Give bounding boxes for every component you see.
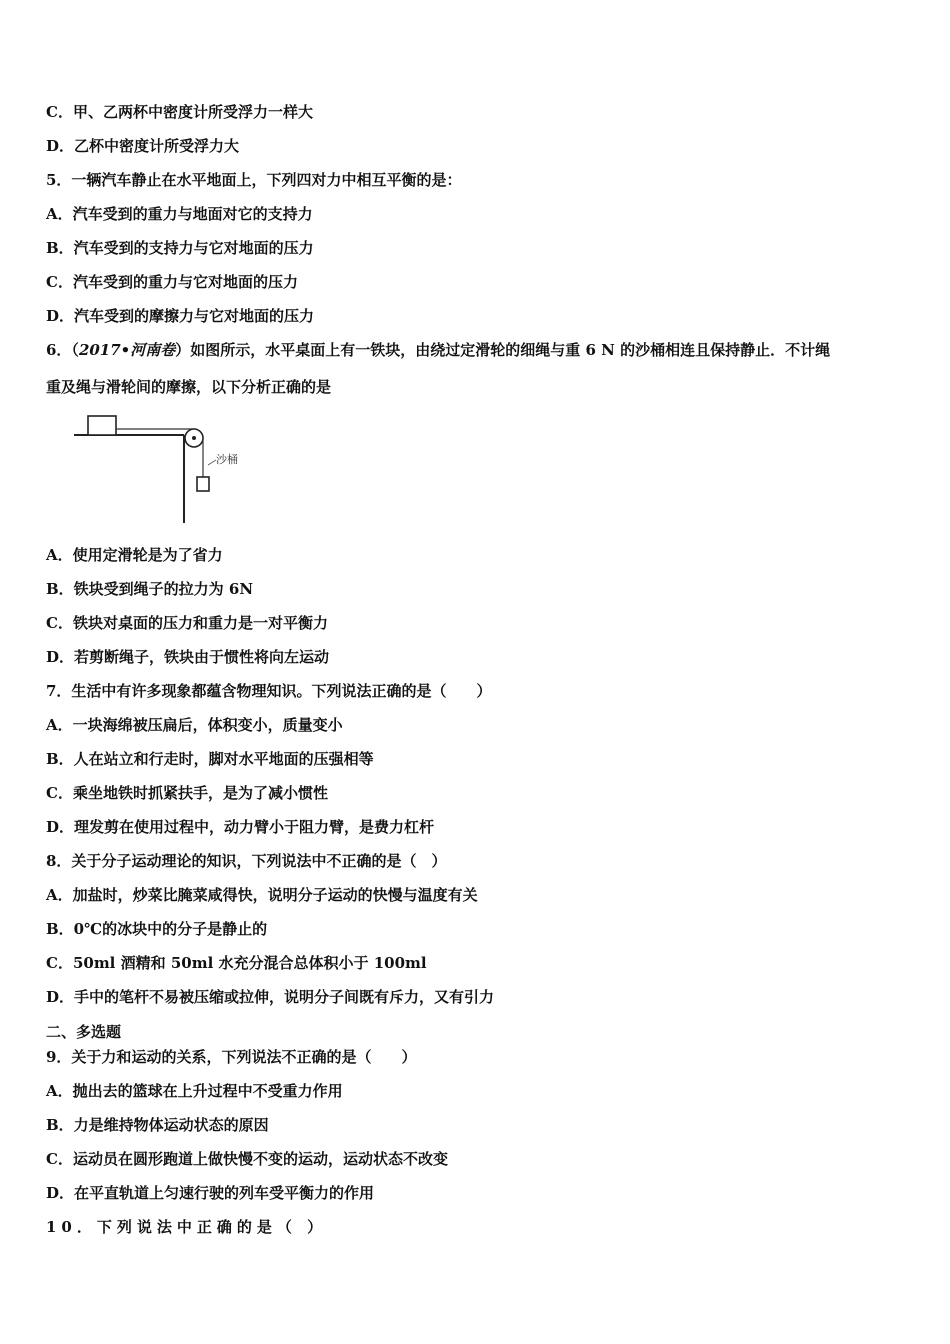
q8-option-a: A．加盐时，炒菜比腌菜咸得快，说明分子运动的快慢与温度有关: [46, 886, 478, 904]
q6-stem-prefix: 6．（: [46, 341, 79, 359]
q8-option-b: B．0℃的冰块中的分子是静止的: [46, 920, 268, 938]
q6-stem-suffix: ）如图所示，水平桌面上有一铁块，由绕过定滑轮的细绳与重 6 N 的沙桶相连且保持静止．不计绳: [175, 341, 831, 359]
pulley-axle: [192, 436, 196, 440]
q6-stem-line2: 重及绳与滑轮间的摩擦，以下分析正确的是: [46, 378, 332, 396]
q7-option-a: A．一块海绵被压扁后，体积变小，质量变小: [46, 716, 343, 734]
iron-block: [88, 416, 116, 435]
q6-option-c: C．铁块对桌面的压力和重力是一对平衡力: [46, 614, 328, 632]
q9-option-a: A．抛出去的篮球在上升过程中不受重力作用: [46, 1082, 343, 1100]
q5-stem: 5．一辆汽车静止在水平地面上，下列四对力中相互平衡的是：: [46, 171, 462, 189]
q5-option-d: D．汽车受到的摩擦力与它对地面的压力: [46, 307, 315, 325]
q8-stem: 8．关于分子运动理论的知识，下列说法中不正确的是（ ）: [46, 852, 447, 870]
q9-option-b: B．力是维持物体运动状态的原因: [46, 1116, 269, 1134]
q7-option-c: C．乘坐地铁时抓紧扶手，是为了减小惯性: [46, 784, 328, 802]
q6-option-d: D．若剪断绳子，铁块由于惯性将向左运动: [46, 648, 330, 666]
q9-stem: 9．关于力和运动的关系，下列说法不正确的是（ ）: [46, 1048, 417, 1066]
q4-option-c: C．甲、乙两杯中密度计所受浮力一样大: [46, 103, 313, 121]
q7-option-b: B．人在站立和行走时，脚对水平地面的压强相等: [46, 750, 374, 768]
sand-bucket: [197, 477, 209, 491]
q6-option-a: A．使用定滑轮是为了省力: [46, 546, 223, 564]
q4-option-d: D．乙杯中密度计所受浮力大: [46, 137, 240, 155]
q10-stem: 10．下列说法中正确的是（ ）: [46, 1218, 328, 1236]
q9-option-c: C．运动员在圆形跑道上做快慢不变的运动，运动状态不改变: [46, 1150, 448, 1168]
q7-option-d: D．理发剪在使用过程中，动力臂小于阻力臂，是费力杠杆: [46, 818, 435, 836]
sand-bucket-label: 沙桶: [216, 453, 238, 466]
q5-option-b: B．汽车受到的支持力与它对地面的压力: [46, 239, 314, 257]
pulley-figure: [44, 405, 254, 525]
q5-option-c: C．汽车受到的重力与它对地面的压力: [46, 273, 298, 291]
q8-option-c: C．50ml 酒精和 50ml 水充分混合总体积小于 100ml: [46, 954, 427, 972]
label-leader-line: [208, 460, 216, 465]
q6-stem-line1: [46, 340, 830, 360]
q8-option-d: D．手中的笔杆不易被压缩或拉伸，说明分子间既有斥力，又有引力: [46, 988, 495, 1006]
q7-stem: 7．生活中有许多现象都蕴含物理知识。下列说法正确的是（ ）: [46, 682, 492, 700]
q6-stem-source: 2017•河南卷: [78, 341, 176, 359]
q9-option-d: D．在平直轨道上匀速行驶的列车受平衡力的作用: [46, 1184, 375, 1202]
q5-option-a: A．汽车受到的重力与地面对它的支持力: [46, 205, 313, 223]
q6-option-b: B．铁块受到绳子的拉力为 6N: [46, 580, 254, 598]
section-title: 二、多选题: [46, 1023, 122, 1041]
